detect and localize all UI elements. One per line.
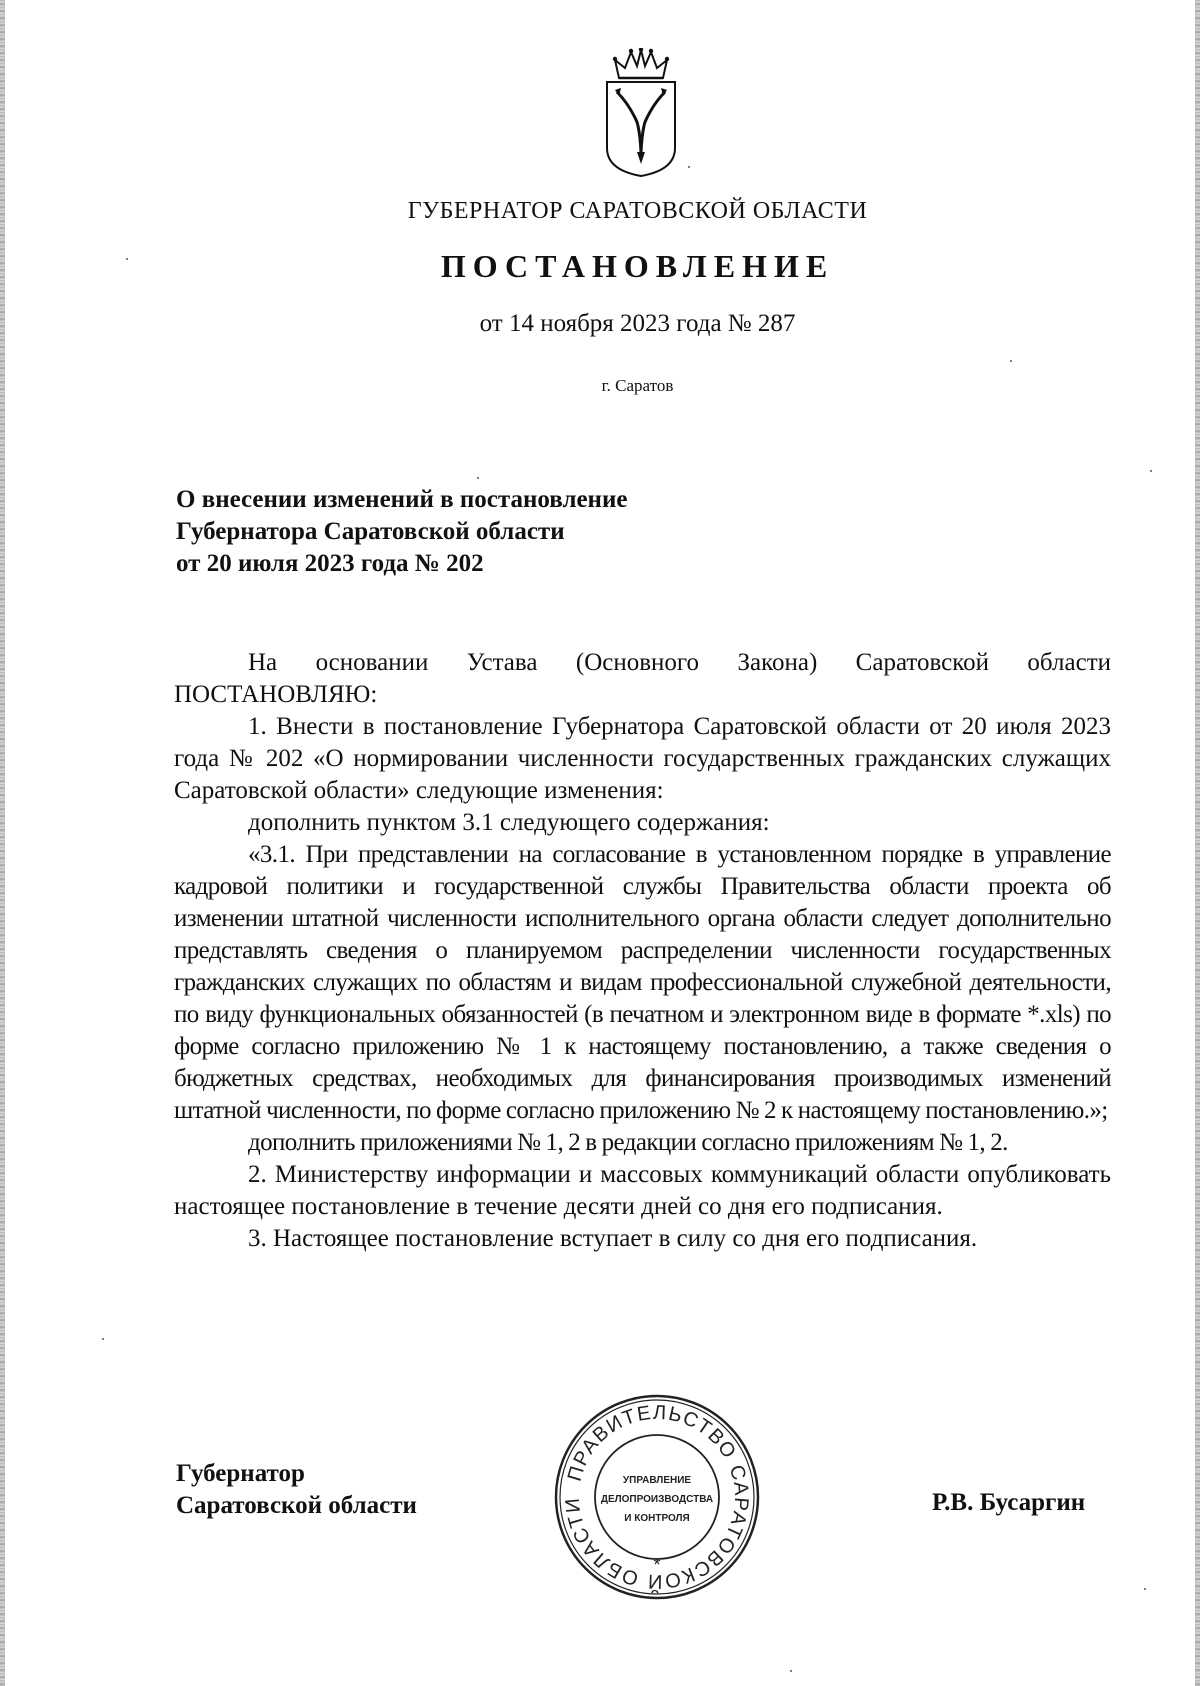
scan-speck (126, 258, 128, 260)
document-body (174, 647, 1111, 1255)
subject-line: О внесении изменений в постановление (176, 486, 628, 513)
issuer-heading: ГУБЕРНАТОР САРАТОВСКОЙ ОБЛАСТИ (407, 198, 868, 224)
body-paragraph: 1. Внести в постановление Губернатора Саратовской области от 20 июля 2023 года № 202 «О нормировании численности государственных гражданских служащих Саратовской области» следующие изменения: (174, 713, 1111, 804)
scan-speck (477, 477, 479, 479)
seal-center-line: И КОНТРОЛЯ (624, 1513, 690, 1524)
signatory-position-line: Саратовской области (176, 1492, 417, 1519)
scan-speck (1150, 470, 1152, 472)
scan-speck (688, 166, 690, 168)
body-paragraph: дополнить пунктом 3.1 следующего содержания: (248, 809, 770, 836)
scan-speck (790, 1670, 792, 1672)
document-type-title: ПОСТАНОВЛЕНИЕ (440, 248, 835, 284)
scan-speck (1010, 360, 1012, 362)
document-date-number: от 14 ноября 2023 года № 287 (479, 310, 796, 337)
document-city: г. Саратов (601, 376, 674, 395)
signatory-position-line: Губернатор (176, 1460, 305, 1487)
seal-star: * (653, 1555, 661, 1575)
subject-line: от 20 июля 2023 года № 202 (176, 550, 484, 577)
body-paragraph: 2. Министерству информации и массовых коммуникаций области опубликовать настоящее постановление в течение десяти дней со дня его подписания. (174, 1161, 1111, 1220)
signatory-name: Р.В. Бусаргин (932, 1489, 1086, 1516)
seal-center-line: ДЕЛОПРОИЗВОДСТВА (600, 1494, 714, 1505)
seal-center-line: УПРАВЛЕНИЕ (622, 1475, 692, 1486)
body-paragraph: 3. Настоящее постановление вступает в силу со дня его подписания. (248, 1225, 978, 1252)
document-subject (176, 484, 627, 580)
scan-speck (1144, 1588, 1146, 1590)
body-paragraph-quoted: «3.1. При представлении на согласование в установленном порядке в управление кадровой политики и государственной службы Правительства области проекта об изменении штатной численности исполнительного органа области следует дополнительно представлять сведения о планируемом распределении численности государственных гражданских служащих по областям и видам профессиональной служебной деятельности, по виду функциональных обязанностей (в печатном и электронном виде в формате *.xls) по форме согласно приложению № 1 к настоящему постановлению, а также сведения о бюджетных средствах, необходимых для финансирования производимых изменений штатной численности, по форме согласно приложению № 2 к настоящему постановлению.»; (174, 841, 1111, 1124)
official-seal (553, 1393, 761, 1601)
coat-of-arms-icon (601, 48, 681, 178)
body-paragraph: дополнить приложениями № 1, 2 в редакции согласно приложениям № 1, 2. (248, 1129, 1008, 1156)
seal-ring-text: ПРАВИТЕЛЬСТВО САРАТОВСКОЙ ОБЛАСТИ (561, 1401, 753, 1593)
signatory-position (176, 1458, 417, 1522)
scan-speck (102, 1338, 104, 1340)
subject-line: Губернатора Саратовской области (176, 518, 565, 545)
body-paragraph: На основании Устава (Основного Закона) Саратовской области ПОСТАНОВЛЯЮ: (174, 649, 1111, 708)
